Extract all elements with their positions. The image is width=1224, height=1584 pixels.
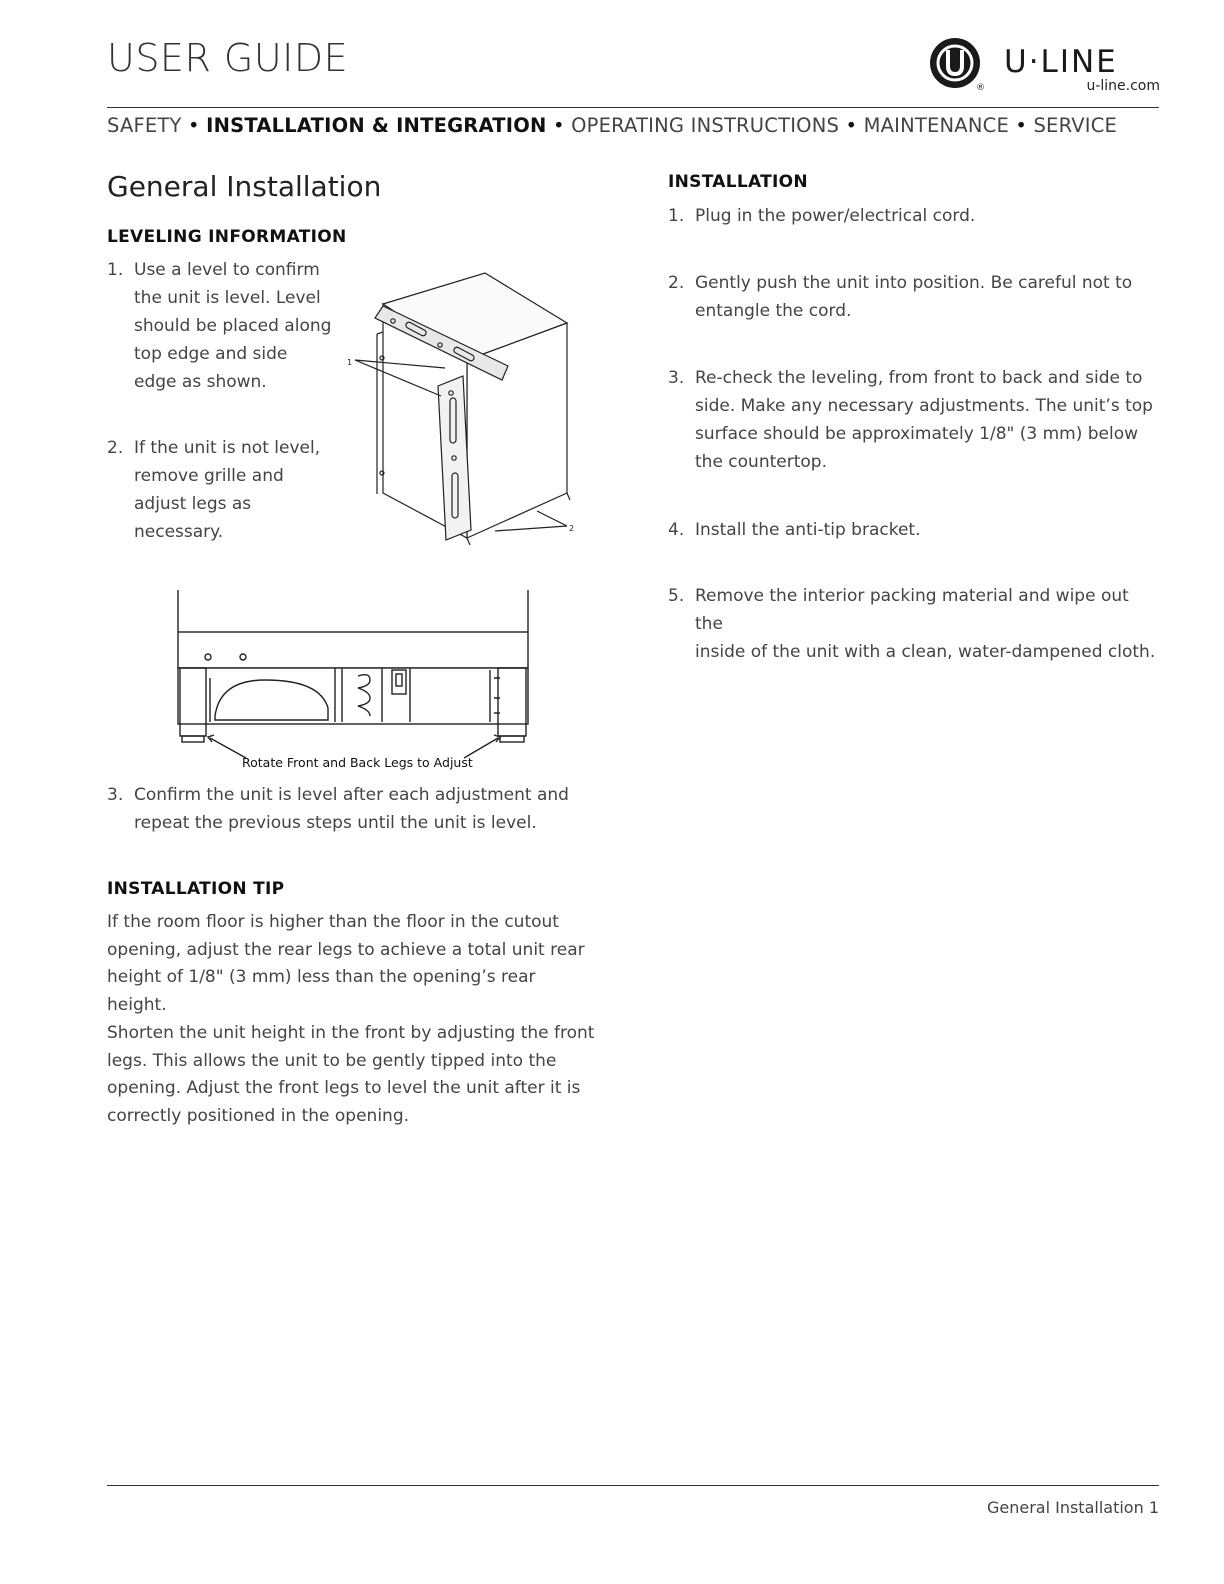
header-rule (107, 107, 1159, 108)
guide-title: USER GUIDE (107, 36, 349, 80)
nav-separator: • (1008, 114, 1034, 137)
callout-1: 1 (347, 358, 353, 367)
tip-paragraph: If the room floor is higher than the floor in the cutout opening, adjust the rear legs to achieve a total unit rear height of 1/8" (3 mm) less than the opening’s rear height. Shorten the unit height in the front by adjusting the front legs. This allows the unit to be gently tipped into the opening. Adjust the front legs to level the unit after it is correctly positioned in the opening. (107, 912, 595, 1126)
step-number: 2. (107, 438, 124, 458)
step-text: Confirm the unit is level after each adjustment and repeat the previous steps until the unit is level. (134, 785, 569, 833)
nav-separator: • (839, 114, 864, 137)
tip-heading: INSTALLATION TIP (107, 879, 285, 899)
step-number: 4. (668, 520, 685, 540)
leveling-heading: LEVELING INFORMATION (107, 227, 347, 247)
nav-item-safety: SAFETY (107, 114, 182, 137)
installation-heading: INSTALLATION (668, 172, 808, 192)
step-text: Re-check the leveling, from front to back and side to side. Make any necessary adjustments. The unit’s top surface should be approximately 1/8" (3 mm) below the countertop. (695, 368, 1153, 472)
nav-item-maintenance: MAINTENANCE (863, 114, 1009, 137)
step-text: Gently push the unit into position. Be careful not to entangle the cord. (695, 273, 1133, 321)
nav-separator: • (181, 114, 207, 137)
nav-item-installation-integration: INSTALLATION & INTEGRATION (206, 114, 547, 137)
page-footer: General Installation 1 (986, 1498, 1159, 1517)
footer-rule (107, 1485, 1159, 1486)
step-text: Install the anti-tip bracket. (695, 520, 921, 540)
registered-mark: ® (976, 83, 985, 93)
section-nav (107, 114, 1159, 137)
step-number: 5. (668, 586, 685, 606)
step-number: 1. (668, 206, 685, 226)
step-number: 3. (668, 368, 685, 388)
step-text: If the unit is not level, remove grille and adjust legs as necessary. (134, 438, 321, 542)
step-number: 2. (668, 273, 685, 293)
section-title: General Installation (107, 170, 382, 203)
leg-adjust-diagram (170, 588, 540, 748)
nav-item-operating-instructions: OPERATING INSTRUCTIONS (571, 114, 840, 137)
step-number: 1. (107, 260, 124, 280)
brand-url: u-line.com (1086, 78, 1160, 94)
brand-wordmark: U·LINE (1004, 44, 1118, 80)
nav-item-service: SERVICE (1033, 114, 1118, 137)
step-text: Plug in the power/electrical cord. (695, 206, 976, 226)
callout-2: 2 (569, 524, 575, 533)
level-placement-diagram (345, 268, 585, 553)
step-text: Use a level to confirm the unit is level. Level should be placed along top edge and side edge as shown. (134, 260, 332, 392)
leg-adjust-caption: Rotate Front and Back Legs to Adjust (242, 755, 473, 770)
step-number: 3. (107, 785, 124, 805)
nav-separator: • (546, 114, 572, 137)
step-text: Remove the interior packing material and wipe out the inside of the unit with a clean, water-dampened cloth. (695, 586, 1156, 662)
